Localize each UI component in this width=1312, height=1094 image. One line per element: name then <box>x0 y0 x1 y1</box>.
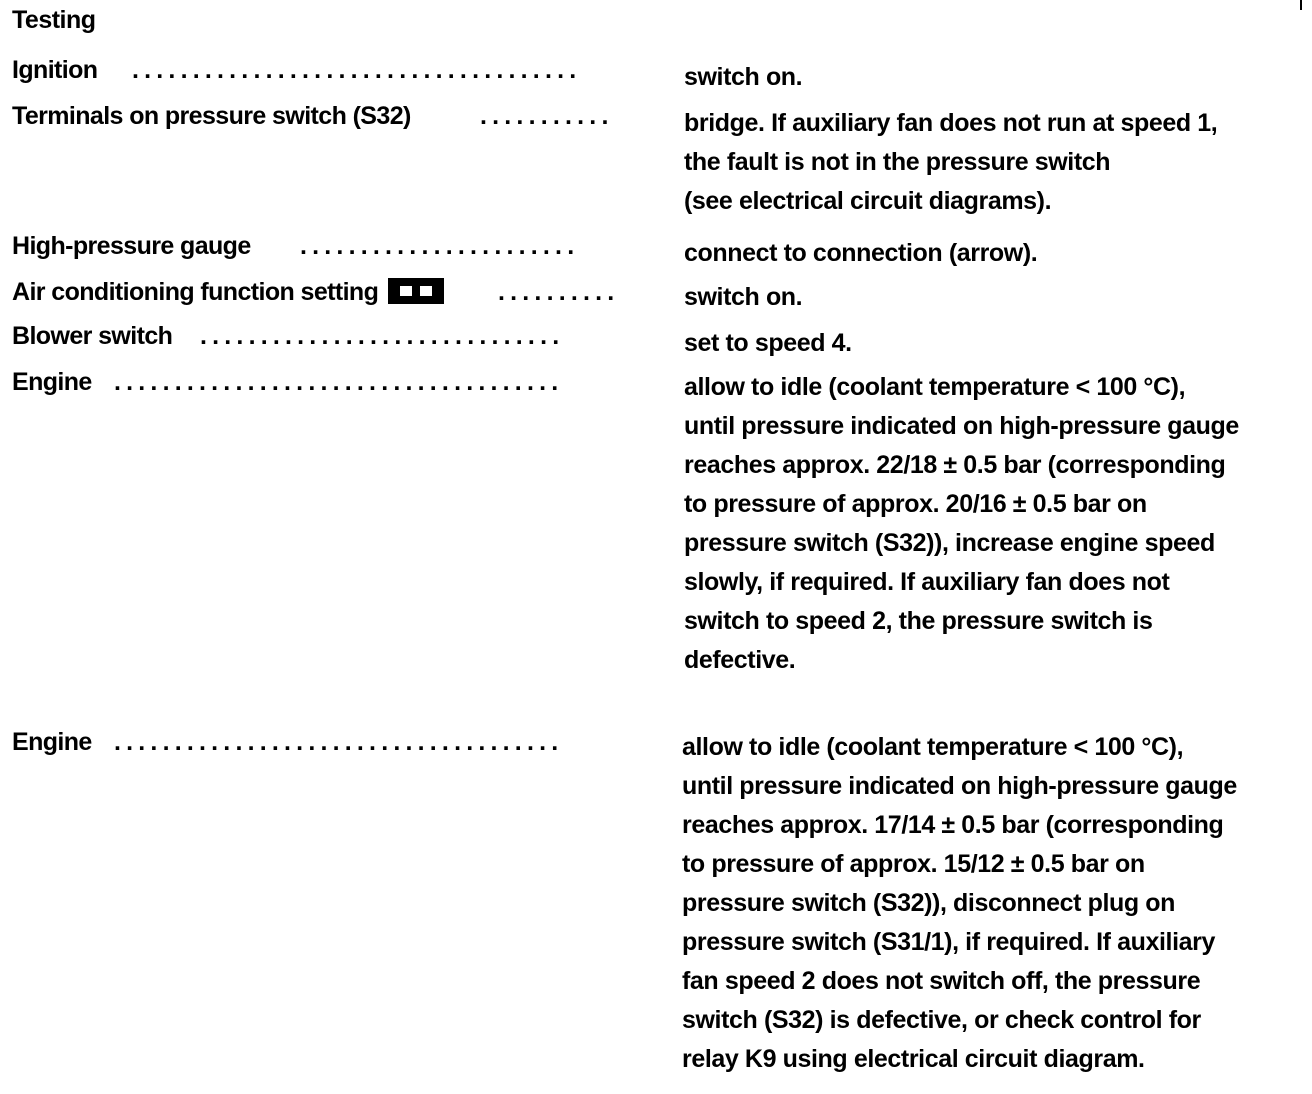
value-line: to pressure of approx. 15/12 ± 0.5 bar on <box>682 850 1145 878</box>
value-line: switch to speed 2, the pressure switch is <box>684 607 1153 635</box>
value-line: bridge. If auxiliary fan does not run at speed 1, <box>684 109 1218 137</box>
row-label: Engine <box>12 368 92 396</box>
ac-function-setting-icon <box>388 278 444 304</box>
row-value <box>684 324 1294 363</box>
row-value <box>684 234 1294 273</box>
row-label: Engine <box>12 728 92 756</box>
row-label: High-pressure gauge <box>12 232 251 260</box>
value-line: defective. <box>684 646 796 674</box>
dot-leader: .............................. <box>200 322 565 350</box>
corner-mark <box>1300 0 1302 10</box>
dot-leader: ..................................... <box>114 368 564 396</box>
value-line: connect to connection (arrow). <box>684 239 1038 267</box>
dot-leader: ........... <box>480 102 614 130</box>
value-line: fan speed 2 does not switch off, the pressure <box>682 967 1201 995</box>
value-line: allow to idle (coolant temperature < 100 °C), <box>682 733 1184 761</box>
page-heading: Testing <box>12 6 96 34</box>
value-line: switch on. <box>684 283 803 311</box>
dot-leader: ..................................... <box>132 56 582 84</box>
value-line: switch (S32) is defective, or check control for <box>682 1006 1201 1034</box>
value-line: switch on. <box>684 63 803 91</box>
row-label: Blower switch <box>12 322 173 350</box>
row-value <box>684 104 1294 221</box>
value-line: relay K9 using electrical circuit diagram. <box>682 1045 1145 1073</box>
dot-leader: ..................................... <box>114 728 564 756</box>
value-line: pressure switch (S32)), increase engine speed <box>684 529 1215 557</box>
value-line: pressure switch (S32)), disconnect plug on <box>682 889 1176 917</box>
row-label: Terminals on pressure switch (S32) <box>12 102 411 130</box>
value-line: allow to idle (coolant temperature < 100 °C), <box>684 373 1186 401</box>
value-line: until pressure indicated on high-pressure gauge <box>682 772 1237 800</box>
value-line: set to speed 4. <box>684 329 852 357</box>
row-value <box>684 368 1294 680</box>
value-line: (see electrical circuit diagrams). <box>684 187 1052 215</box>
value-line: to pressure of approx. 20/16 ± 0.5 bar on <box>684 490 1147 518</box>
dot-leader: ....................... <box>300 232 580 260</box>
row-value <box>682 728 1292 1079</box>
row-value <box>684 278 1294 317</box>
value-line: reaches approx. 17/14 ± 0.5 bar (corresponding <box>682 811 1224 839</box>
value-line: until pressure indicated on high-pressure gauge <box>684 412 1239 440</box>
value-line: reaches approx. 22/18 ± 0.5 bar (corresponding <box>684 451 1226 479</box>
value-line: pressure switch (S31/1), if required. If auxiliary <box>682 928 1215 956</box>
dot-leader: .......... <box>498 278 620 306</box>
row-label: Ignition <box>12 56 98 84</box>
value-line: the fault is not in the pressure switch <box>684 148 1111 176</box>
row-value <box>684 58 1294 97</box>
value-line: slowly, if required. If auxiliary fan does not <box>684 568 1170 596</box>
row-label-text: Air conditioning function setting <box>12 278 379 306</box>
row-label <box>12 278 444 307</box>
